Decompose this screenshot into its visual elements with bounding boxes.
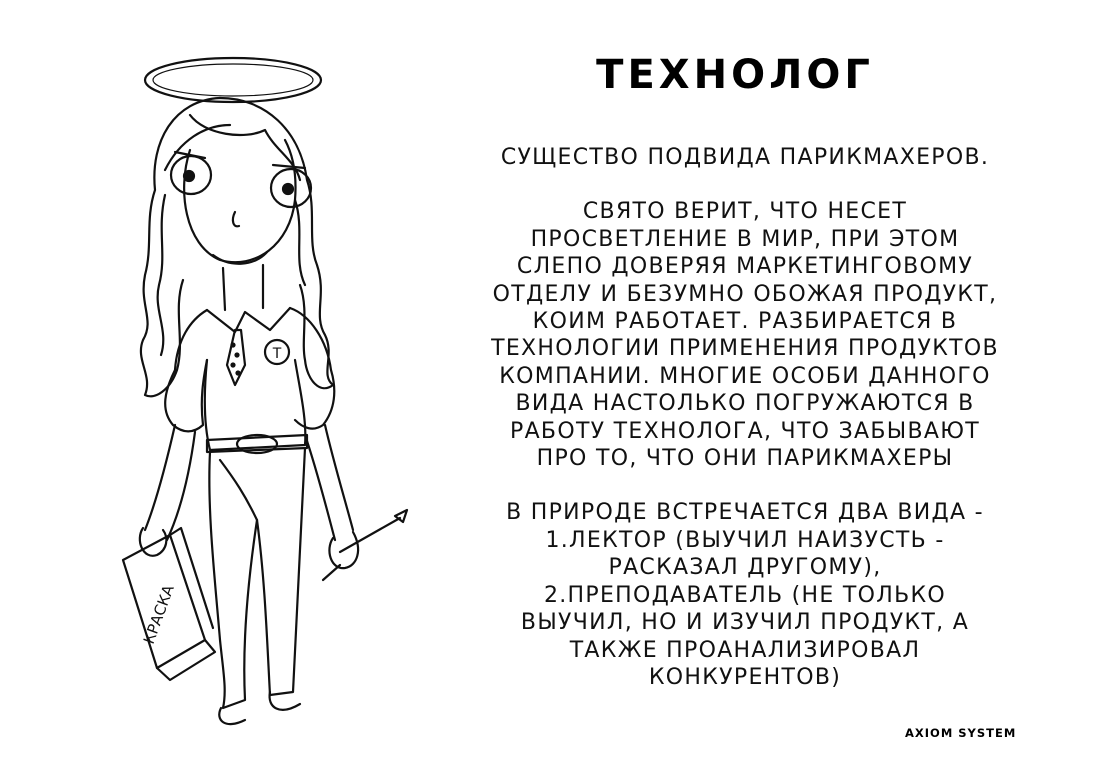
- badge-letter: Т: [272, 346, 282, 362]
- hair: [141, 98, 220, 396]
- left-shoe: [219, 708, 245, 724]
- pants: [209, 448, 305, 708]
- text-line: КОИМ РАБОТАЕТ. РАЗБИРАЕТСЯ В: [532, 309, 958, 335]
- left-arm: [145, 425, 195, 540]
- text-line: КОМПАНИИ. МНОГИЕ ОСОБИ ДАННОГО: [499, 363, 991, 389]
- text-line: ПРОСВЕТЛЕНИЕ В МИР, ПРИ ЭТОМ: [530, 226, 960, 252]
- collar: [207, 308, 290, 332]
- text-line: 1.ЛЕКТОР (ВЫУЧИЛ НАИЗУСТЬ -: [545, 527, 945, 553]
- text-line: РАСКАЗАЛ ДРУГОМУ),: [608, 555, 882, 581]
- text-line: КОНКУРЕНТОВ): [648, 664, 842, 690]
- text-line: РАБОТУ ТЕХНОЛОГА, ЧТО ЗАБЫВАЮТ: [510, 418, 980, 444]
- text-line: ПРО ТО, ЧТО ОНИ ПАРИКМАХЕРЫ: [536, 446, 954, 472]
- brand-label: AXIOM SYSTEM: [905, 726, 1017, 740]
- text-line: ТАКЖЕ ПРОАНАЛИЗИРОВАЛ: [569, 637, 921, 663]
- text-line: СЛЕПО ДОВЕРЯЯ МАРКЕТИНГОВОМУ: [516, 254, 974, 280]
- text-line: СВЯТО ВЕРИТ, ЧТО НЕСЕТ: [582, 199, 908, 225]
- page-title: ТЕХНОЛОГ: [596, 52, 874, 98]
- tie: [227, 330, 245, 385]
- text-line: В ПРИРОДЕ ВСТРЕЧАЕТСЯ ДВА ВИДА -: [506, 500, 984, 526]
- text-line: СУЩЕСТВО ПОДВИДА ПАРИКМАХЕРОВ.: [500, 145, 990, 170]
- text-line: 2.ПРЕПОДАВАТЕЛЬ (НЕ ТОЛЬКО: [543, 582, 947, 608]
- text-line: ОТДЕЛУ И БЕЗУМНО ОБОЖАЯ ПРОДУКТ,: [492, 281, 998, 307]
- paint-box-label: КРАСКА: [139, 582, 178, 647]
- description-text: [445, 144, 1045, 691]
- technologist-illustration: [95, 40, 445, 740]
- right-arm: [305, 425, 353, 540]
- shirt: [165, 308, 334, 431]
- left-hand: [140, 528, 167, 556]
- text-line: ТЕХНОЛОГИИ ПРИМЕНЕНИЯ ПРОДУКТОВ: [491, 336, 999, 362]
- text-line: ВЫУЧИЛ, НО И ИЗУЧИЛ ПРОДУКТ, А: [520, 610, 970, 636]
- text-line: ВИДА НАСТОЛЬКО ПОГРУЖАЮТСЯ В: [515, 391, 975, 417]
